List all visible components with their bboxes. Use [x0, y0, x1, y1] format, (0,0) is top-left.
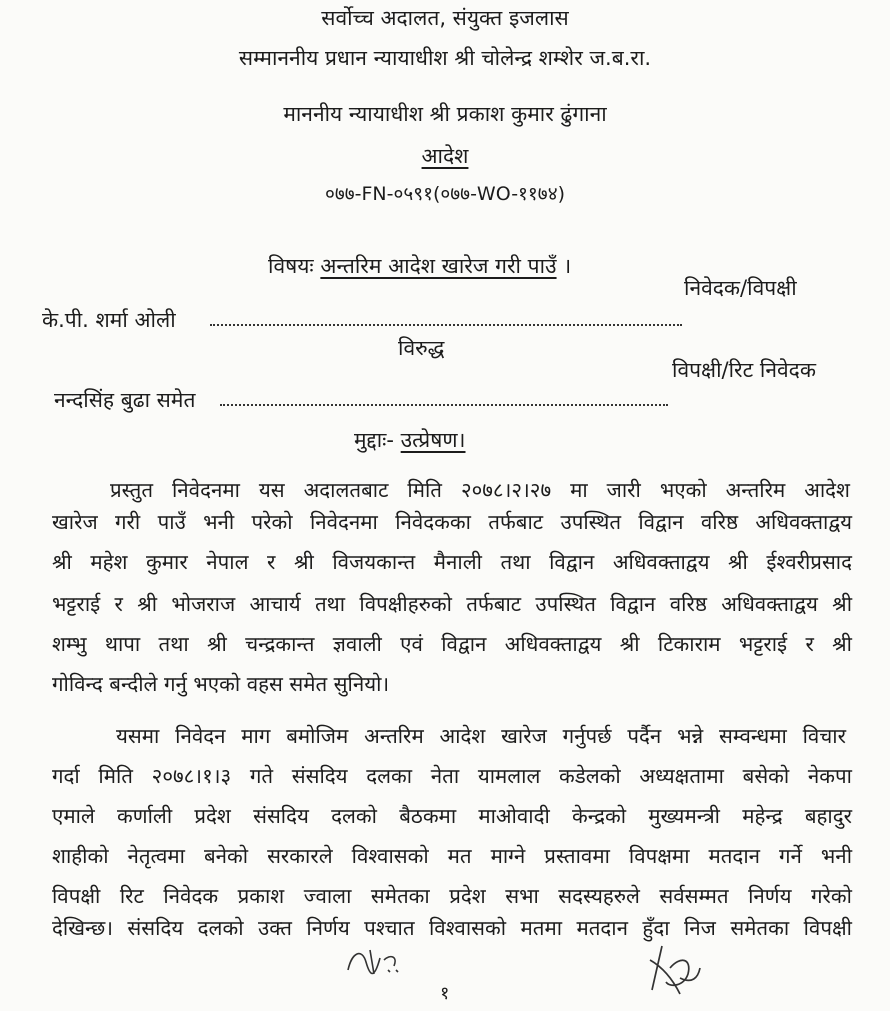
case-number: ०७७-FN-०५९१(०७७-WO-११७४) [325, 183, 565, 205]
chief-justice-line: सम्माननीय प्रधान न्यायाधीश श्री चोलेन्द्र शम्शेर ज.ब.रा. [238, 46, 652, 70]
paragraph2-line: गर्दा मिति २०७८।१।३ गते संसदिय दलका नेता यामलाल कडेलको अध्यक्षतामा बसेको नेकपा [52, 764, 852, 788]
versus-label: विरुद्ध [398, 336, 445, 360]
paragraph1-line: शम्भु थापा तथा श्री चन्द्रकान्त ज्ञवाली एवं विद्वान अधिवक्ताद्वय श्री टिकाराम भट्टराई र श्री [52, 632, 852, 656]
signature-mark-right [640, 938, 710, 1004]
order-title: आदेश [421, 144, 469, 168]
justice-line: माननीय न्यायाधीश श्री प्रकाश कुमार ढुंगाना [283, 102, 607, 126]
signature-mark-left [340, 940, 410, 985]
petitioner-dotted-leader [210, 306, 682, 326]
matter-line [354, 426, 466, 454]
paragraph1-line: प्रस्तुत निवेदनमा यस अदालतबाट मिति २०७८।२।२७ मा जारी भएको अन्तरिम आदेश [110, 478, 850, 502]
subject-line [268, 252, 571, 280]
paragraph2-line: देखिन्छ। संसदिय दलको उक्त निर्णय पश्चात विश्वासको मतमा मतदान हुँदा निज समेतका विपक्षी [52, 916, 852, 940]
respondent-role: विपक्षी/रिट निवेदक [672, 358, 816, 382]
paragraph2-line: एमाले कर्णाली प्रदेश संसदिय दलको बैठकमा माओवादी केन्द्रको मुख्यमन्त्री महेन्द्र बहादुर [52, 804, 852, 828]
paragraph1-line: गोविन्द बन्दीले गर्नु भएको वहस समेत सुनियो। [52, 672, 390, 696]
respondent-name: नन्दसिंह बुढा समेत [54, 388, 196, 412]
paragraph2-line: यसमा निवेदन माग बमोजिम अन्तरिम आदेश खारेज गर्नुपर्छ पर्दैन भन्ने सम्वन्धमा विचार [116, 724, 846, 748]
paragraph1-line: खारेज गरी पाउँ भनी परेको निवेदनमा निवेदकका तर्फबाट उपस्थित विद्वान वरिष्ठ अधिवक्ताद्वय [52, 510, 852, 534]
court-heading: सर्वोच्च अदालत, संयुक्त इजलास [321, 6, 569, 30]
subject-label: विषयः [268, 254, 314, 278]
petitioner-role: निवेदक/विपक्षी [684, 276, 797, 300]
subject-text: अन्तरिम आदेश खारेज गरी पाउँ [320, 254, 557, 278]
paragraph1-line: भट्टराई र श्री भोजराज आचार्य तथा विपक्षीहरुको तर्फबाट उपस्थित विद्वान वरिष्ठ अधिवक्ताद्वय श्री [52, 592, 852, 616]
paragraph2-line: विपक्षी रिट निवेदक प्रकाश ज्वाला समेतका प्रदेश सभा सदस्यहरुले सर्वसम्मत निर्णय गरेको [52, 884, 852, 908]
respondent-dotted-leader [220, 386, 668, 406]
petitioner-name: के.पी. शर्मा ओली [42, 308, 176, 332]
paragraph2-line: शाहीको नेतृत्वमा बनेको सरकारले विश्वासको मत माग्ने प्रस्तावमा विपक्षमा मतदान गर्ने भनी [52, 844, 852, 868]
matter-text: उत्प्रेषण। [400, 428, 466, 452]
matter-label: मुद्दाः- [354, 428, 394, 452]
subject-end: । [563, 254, 572, 278]
paragraph1-line: श्री महेश कुमार नेपाल र श्री विजयकान्त मैनाली तथा विद्वान अधिवक्ताद्वय श्री ईश्वरीप्रसाद [52, 550, 852, 574]
page-number: १ [440, 983, 450, 1004]
